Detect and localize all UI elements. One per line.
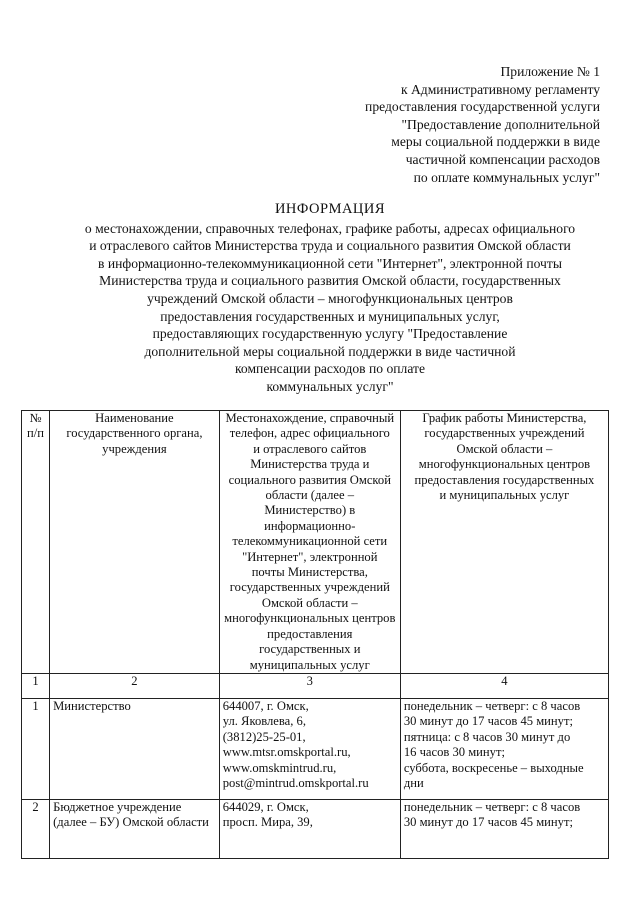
- email-link[interactable]: post@mintrud.omskportal.ru: [222, 775, 369, 790]
- row-schedule: [400, 799, 608, 858]
- annex-line: Приложение № 1: [500, 64, 600, 79]
- table-row: [22, 799, 609, 858]
- cell-line: Министерство: [53, 698, 131, 713]
- header-cell-schedule: [400, 411, 608, 674]
- header-cell-number: [22, 411, 50, 674]
- header-line: Омской области –: [456, 441, 553, 456]
- cell-line: ул. Яковлева, 6,: [222, 714, 307, 729]
- info-line: Министерства труда и социального развития Омской области, государственных: [99, 273, 561, 289]
- website-link[interactable]: www.omskmintrud.ru,: [222, 760, 337, 775]
- header-line: многофункциональных центров: [418, 457, 591, 472]
- header-line: муниципальных услуг: [249, 657, 370, 672]
- cell-line: пятница: с 8 часов 30 минут до: [403, 729, 571, 744]
- header-line: телефон, адрес официального: [229, 426, 390, 441]
- header-line: "Интернет", электронной: [242, 549, 378, 564]
- annex-line: частичной компенсации расходов: [405, 151, 600, 167]
- header-line: п/п: [27, 426, 45, 441]
- column-number: 2: [50, 673, 220, 698]
- info-line: и отраслевого сайтов Министерства труда и социального развития Омской области: [89, 238, 571, 254]
- header-line: государственных учреждений: [424, 426, 585, 441]
- header-line: социального развития Омской: [228, 472, 391, 487]
- column-number-row: [22, 673, 609, 698]
- info-line: в информационно-телекоммуникационной сети "Интернет", электронной почты: [98, 255, 562, 271]
- annex-line: меры социальной поддержки в виде: [391, 134, 600, 150]
- cell-line: 644007, г. Омск,: [222, 698, 309, 713]
- header-line: предоставления государственных: [414, 472, 595, 487]
- row-name: [50, 698, 220, 799]
- cell-line: 644029, г. Омск,: [222, 799, 309, 814]
- header-line: предоставления: [267, 626, 353, 641]
- cell-line: понедельник – четверг: с 8 часов: [403, 799, 581, 814]
- annex-line: по оплате коммунальных услуг": [413, 169, 600, 185]
- cell-line: понедельник – четверг: с 8 часов: [403, 698, 581, 713]
- cell-line: 30 минут до 17 часов 45 минут;: [403, 815, 573, 830]
- cell-line: дни: [403, 775, 424, 790]
- cell-line: Бюджетное учреждение: [53, 799, 182, 814]
- header-line: многофункциональных центров: [224, 611, 396, 626]
- row-name: [50, 799, 220, 858]
- document-heading: ИНФОРМАЦИЯ: [274, 201, 386, 217]
- row-address: [219, 698, 400, 799]
- header-line: информационно-: [264, 518, 356, 533]
- annex-line: предоставления государственной услуги: [365, 99, 600, 115]
- annex-block: [300, 63, 600, 186]
- header-line: Министерства труда и: [250, 457, 370, 472]
- info-line: компенсации расходов по оплате: [235, 361, 425, 377]
- header-line: Местонахождение, справочный: [225, 411, 395, 425]
- header-line: Наименование: [95, 411, 174, 425]
- website-link[interactable]: www.mtsr.omskportal.ru,: [222, 745, 351, 760]
- cell-line: суббота, воскресенье – выходные: [403, 760, 584, 775]
- column-number: 4: [400, 673, 608, 698]
- header-line: и отраслевого сайтов: [253, 441, 367, 456]
- row-number: 2: [22, 799, 50, 858]
- header-line: телекоммуникационной сети: [232, 534, 388, 549]
- annex-line: "Предоставление дополнительной: [401, 116, 600, 132]
- cell-line: 30 минут до 17 часов 45 минут;: [403, 714, 573, 729]
- header-line: Министерство) в: [264, 503, 356, 518]
- cell-line: (далее – БУ) Омской области: [53, 815, 209, 830]
- header-line: области (далее –: [265, 488, 355, 503]
- info-line: коммунальных услуг": [266, 378, 394, 394]
- column-number: 1: [22, 673, 50, 698]
- info-block: [40, 201, 620, 396]
- info-table: [21, 410, 609, 859]
- header-line: государственных учреждений: [229, 580, 390, 595]
- row-schedule: [400, 698, 608, 799]
- header-line: почты Министерства,: [251, 565, 368, 580]
- header-line: учреждения: [102, 441, 167, 456]
- table-header-row: [22, 411, 609, 674]
- header-line: государственного органа,: [66, 426, 203, 441]
- cell-line: просп. Мира, 39,: [222, 815, 313, 830]
- row-address: [219, 799, 400, 858]
- header-line: Омской области –: [261, 595, 358, 610]
- header-line: №: [29, 411, 42, 425]
- info-line: предоставляющих государственную услугу "Предоставление: [152, 326, 508, 342]
- header-line: и муниципальных услуг: [439, 488, 570, 503]
- cell-line: (3812)25-25-01,: [222, 729, 306, 744]
- info-line: о местонахождении, справочных телефонах, графике работы, адресах официального: [84, 220, 576, 236]
- row-number: 1: [22, 698, 50, 799]
- info-line: предоставления государственных и муниципальных услуг,: [160, 308, 500, 324]
- header-line: государственных и: [259, 642, 361, 657]
- info-line: учреждений Омской области – многофункциональных центров: [147, 290, 513, 306]
- cell-line: 16 часов 30 минут;: [403, 745, 505, 760]
- annex-line: к Административному регламенту: [400, 81, 600, 97]
- column-number: 3: [219, 673, 400, 698]
- header-cell-name: [50, 411, 220, 674]
- info-line: дополнительной меры социальной поддержки в виде частичной: [144, 343, 516, 359]
- header-cell-address: [219, 411, 400, 674]
- header-line: График работы Министерства,: [422, 411, 587, 425]
- table-row: [22, 698, 609, 799]
